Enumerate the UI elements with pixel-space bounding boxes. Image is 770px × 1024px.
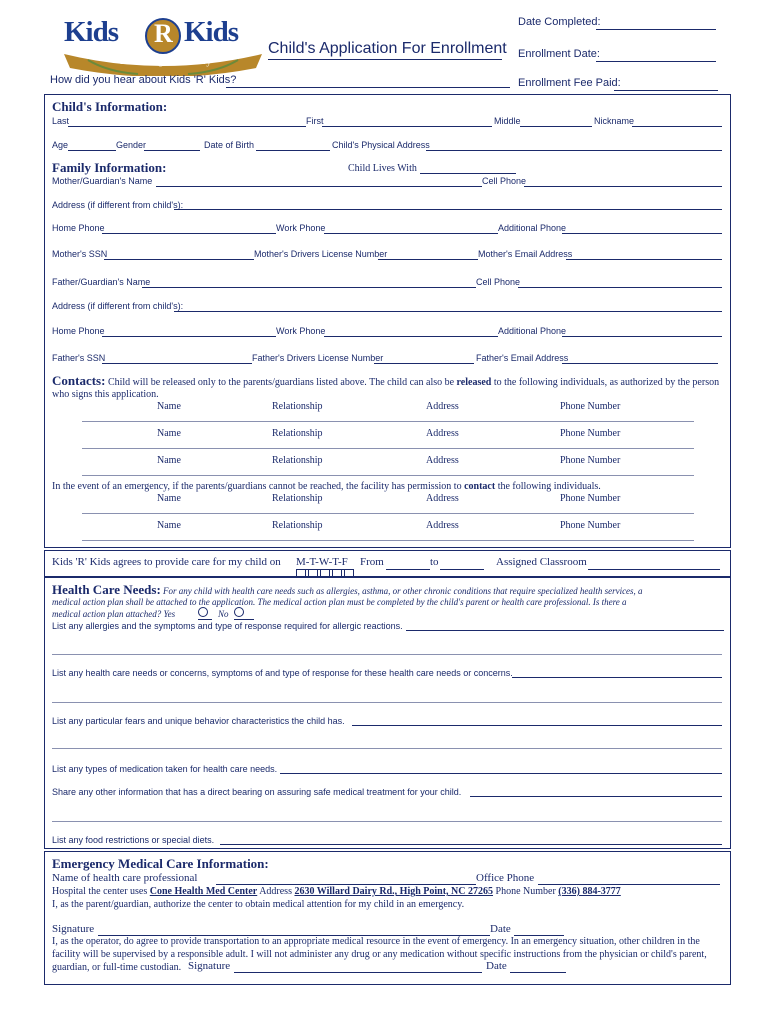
emergency-contact-col-address-label: Address	[426, 493, 459, 504]
emergency-contacts-intro: In the event of an emergency, if the parents/guardians cannot be reached, the facility has permission to contact the following individuals.	[52, 481, 601, 492]
father-dl-label: Father's Drivers License Number	[252, 353, 384, 363]
mother-additional-phone-label: Additional Phone	[498, 223, 567, 233]
fears-field[interactable]	[352, 725, 722, 726]
from-time-field[interactable]	[386, 569, 430, 570]
operator-text-line1: I, as the operator, do agree to provide transportation to an appropriate medical resource in the event of emergency. In an emergency situation, other children in the	[52, 936, 700, 947]
release-contact-col-relationship-label: Relationship	[272, 455, 323, 466]
medication-field[interactable]	[280, 773, 722, 774]
release-contact-col-phone-label: Phone Number	[560, 455, 621, 466]
operator-date-field[interactable]	[510, 972, 566, 973]
health-intro-line3: medical action plan attached? Yes	[52, 609, 176, 619]
action-plan-no-radio[interactable]	[234, 607, 244, 617]
parent-signature-label: Signature	[52, 923, 95, 935]
food-restrictions-field[interactable]	[220, 844, 722, 845]
mother-work-phone-label: Work Phone	[276, 223, 326, 233]
father-name-field[interactable]	[142, 287, 476, 288]
father-email-field[interactable]	[562, 363, 718, 364]
release-contact-col-phone-label: Phone Number	[560, 428, 621, 439]
emergency-contact-col-phone-label: Phone Number	[560, 520, 621, 531]
hcp-field[interactable]	[216, 884, 476, 885]
hcp-label: Name of health care professional	[52, 872, 198, 884]
fears-question: List any particular fears and unique behavior characteristics the child has.	[52, 716, 345, 726]
mother-home-phone-field[interactable]	[102, 233, 276, 234]
day-checkbox-wednesday[interactable]	[320, 569, 330, 577]
mother-address-field[interactable]	[174, 209, 722, 210]
logo-word-kids-left: Kids	[64, 16, 119, 48]
release-contact-row-field[interactable]	[82, 475, 694, 476]
release-contact-row-field[interactable]	[82, 448, 694, 449]
middle-name-field[interactable]	[520, 126, 592, 127]
date-completed-label: Date Completed:	[518, 16, 601, 28]
release-contact-col-relationship-label: Relationship	[272, 428, 323, 439]
mother-ssn-label: Mother's SSN	[52, 249, 108, 259]
dob-label: Date of Birth	[204, 140, 255, 150]
logo-letter-r: R	[154, 19, 173, 48]
mother-work-phone-field[interactable]	[324, 233, 498, 234]
emergency-contact-row-field[interactable]	[82, 540, 694, 541]
lives-with-field[interactable]	[420, 173, 516, 174]
form-title: Child's Application For Enrollment	[268, 40, 507, 57]
release-contact-col-address-label: Address	[426, 401, 459, 412]
mother-name-field[interactable]	[156, 186, 482, 187]
mother-home-phone-label: Home Phone	[52, 223, 105, 233]
release-contact-col-name-label: Name	[157, 455, 181, 466]
last-name-label: Last	[52, 116, 70, 126]
parent-authorization-text: I, as the parent/guardian, authorize the center to obtain medical attention for my child in an emergency.	[52, 899, 465, 910]
release-contact-col-address-label: Address	[426, 428, 459, 439]
father-work-phone-field[interactable]	[324, 336, 498, 337]
hospital-name: Cone Health Med Center	[149, 886, 258, 897]
action-plan-no-label: No	[218, 609, 229, 619]
health-needs-field[interactable]	[512, 677, 722, 678]
allergies-field-line2[interactable]	[52, 654, 722, 655]
operator-date-label: Date	[486, 960, 507, 972]
middle-name-label: Middle	[494, 116, 521, 126]
nickname-field[interactable]	[632, 126, 722, 127]
assigned-classroom-field[interactable]	[588, 569, 720, 570]
care-days: M-T-W-T-F	[296, 556, 348, 568]
emergency-contact-col-relationship-label: Relationship	[272, 520, 323, 531]
hear-about-field[interactable]	[226, 87, 510, 88]
hospital-address: 2630 Willard Dairy Rd., High Point, NC 27265	[294, 886, 494, 897]
family-info-heading: Family Information:	[52, 160, 167, 175]
release-contact-col-phone-label: Phone Number	[560, 401, 621, 412]
emergency-contact-col-address-label: Address	[426, 520, 459, 531]
allergies-field[interactable]	[406, 630, 724, 631]
contacts-intro: Contacts: Child will be released only to the parents/guardians listed above. The child can also be released to the following individuals, as authorized by the person who signs this application.	[52, 373, 720, 400]
operator-signature-label: Signature	[188, 960, 231, 972]
mother-cell-field[interactable]	[524, 186, 722, 187]
last-name-field[interactable]	[68, 126, 306, 127]
dob-field[interactable]	[256, 150, 330, 151]
health-needs-question: List any health care needs or concerns, symptoms of and type of response for these health care needs or concerns.	[52, 668, 513, 678]
operator-text-line2: facility will be supervised by a responsible adult. I will not administer any drug or any medication without specific instructions from the physician or child's parent,	[52, 949, 707, 960]
office-phone-label: Office Phone	[476, 872, 535, 884]
to-time-field[interactable]	[440, 569, 484, 570]
mother-name-label: Mother/Guardian's Name	[52, 176, 153, 186]
emergency-medical-heading: Emergency Medical Care Information:	[52, 856, 269, 871]
health-care-heading: Health Care Needs:	[52, 582, 161, 597]
release-contact-col-name-label: Name	[157, 428, 181, 439]
father-work-phone-label: Work Phone	[276, 326, 326, 336]
father-additional-phone-field[interactable]	[562, 336, 722, 337]
enrollment-fee-field[interactable]	[614, 90, 718, 91]
physical-address-field[interactable]	[426, 150, 722, 151]
care-agreement-text: Kids 'R' Kids agrees to provide care for my child on	[52, 556, 281, 568]
emergency-contact-col-name-label: Name	[157, 520, 181, 531]
other-info-field-line2[interactable]	[52, 821, 722, 822]
father-address-label: Address (if different from child's):	[52, 301, 184, 311]
day-checkbox-thursday[interactable]	[332, 569, 342, 577]
mother-address-label: Address (if different from child's):	[52, 200, 184, 210]
release-contact-col-name-label: Name	[157, 401, 181, 412]
father-additional-phone-label: Additional Phone	[498, 326, 567, 336]
health-intro: Health Care Needs: For any child with health care needs such as allergies, asthma, or other chronic conditions that require specialized health services, a	[52, 582, 643, 597]
medication-question: List any types of medication taken for health care needs.	[52, 764, 278, 774]
logo-banner-text: Learning Academy	[120, 56, 213, 67]
day-checkbox-monday[interactable]	[296, 569, 306, 577]
food-restrictions-question: List any food restrictions or special diets.	[52, 835, 215, 845]
first-name-field[interactable]	[322, 126, 492, 127]
other-info-field[interactable]	[470, 796, 722, 797]
father-ssn-field[interactable]	[102, 363, 252, 364]
operator-text-line3: guardian, or full-time custodian.	[52, 962, 182, 973]
mother-cell-label: Cell Phone	[482, 176, 527, 186]
emergency-contact-col-relationship-label: Relationship	[272, 493, 323, 504]
release-contact-row-field[interactable]	[82, 421, 694, 422]
father-cell-field[interactable]	[518, 287, 722, 288]
day-checkbox-friday[interactable]	[344, 569, 354, 577]
hospital-info: Hospital the center uses Cone Health Med Center Address 2630 Willard Dairy Rd., High Point, NC 27265 Phone Number (336) 884-3777	[52, 886, 621, 897]
mother-dl-field[interactable]	[378, 259, 478, 260]
to-label: to	[430, 556, 439, 568]
enrollment-fee-label: Enrollment Fee Paid:	[518, 77, 621, 89]
emergency-contact-col-phone-label: Phone Number	[560, 493, 621, 504]
parent-date-label: Date	[490, 923, 511, 935]
release-contact-col-address-label: Address	[426, 455, 459, 466]
emergency-contact-row-field[interactable]	[82, 513, 694, 514]
father-name-label: Father/Guardian's Name	[52, 277, 151, 287]
first-name-label: First	[306, 116, 324, 126]
enrollment-date-field[interactable]	[596, 61, 716, 62]
physical-address-label: Child's Physical Address	[332, 140, 430, 150]
age-field[interactable]	[68, 150, 116, 151]
hear-about-label: How did you hear about Kids 'R' Kids?	[50, 74, 237, 86]
office-phone-field[interactable]	[538, 884, 720, 885]
hospital-phone: (336) 884-3777	[558, 886, 621, 897]
date-completed-field[interactable]	[596, 29, 716, 30]
father-address-field[interactable]	[174, 311, 722, 312]
contacts-heading: Contacts:	[52, 373, 106, 388]
father-home-phone-field[interactable]	[102, 336, 276, 337]
mother-ssn-field[interactable]	[104, 259, 254, 260]
operator-signature-field[interactable]	[234, 972, 482, 973]
mother-dl-label: Mother's Drivers License Number	[254, 249, 388, 259]
mother-additional-phone-field[interactable]	[562, 233, 722, 234]
day-checkbox-tuesday[interactable]	[308, 569, 318, 577]
age-label: Age	[52, 140, 69, 150]
father-home-phone-label: Home Phone	[52, 326, 105, 336]
father-cell-label: Cell Phone	[476, 277, 521, 287]
action-plan-yes-radio[interactable]	[198, 607, 208, 617]
father-dl-field[interactable]	[374, 363, 474, 364]
emergency-contact-col-name-label: Name	[157, 493, 181, 504]
gender-field[interactable]	[144, 150, 200, 151]
fears-field-line2[interactable]	[52, 748, 722, 749]
allergies-question: List any allergies and the symptoms and type of response required for allergic reactions.	[52, 621, 403, 631]
mother-email-label: Mother's Email Address	[478, 249, 573, 259]
lives-with-label: Child Lives With	[348, 163, 417, 174]
assigned-classroom-label: Assigned Classroom	[496, 556, 587, 568]
father-ssn-label: Father's SSN	[52, 353, 106, 363]
kids-r-kids-logo	[58, 8, 268, 76]
logo-word-kids-right: Kids	[184, 16, 239, 48]
health-needs-field-line2[interactable]	[52, 702, 722, 703]
mother-email-field[interactable]	[566, 259, 722, 260]
father-email-label: Father's Email Address	[476, 353, 569, 363]
nickname-label: Nickname	[594, 116, 635, 126]
child-info-heading: Child's Information:	[52, 99, 168, 114]
enrollment-date-label: Enrollment Date:	[518, 48, 600, 60]
release-contact-col-relationship-label: Relationship	[272, 401, 323, 412]
other-info-question: Share any other information that has a direct bearing on assuring safe medical treatment for your child.	[52, 787, 462, 797]
from-label: From	[360, 556, 384, 568]
gender-label: Gender	[116, 140, 147, 150]
health-intro-line2: medical action plan shall be attached to the application. The medical action plan must be completed by the child's parent or health care professional. Is there a	[52, 597, 627, 607]
